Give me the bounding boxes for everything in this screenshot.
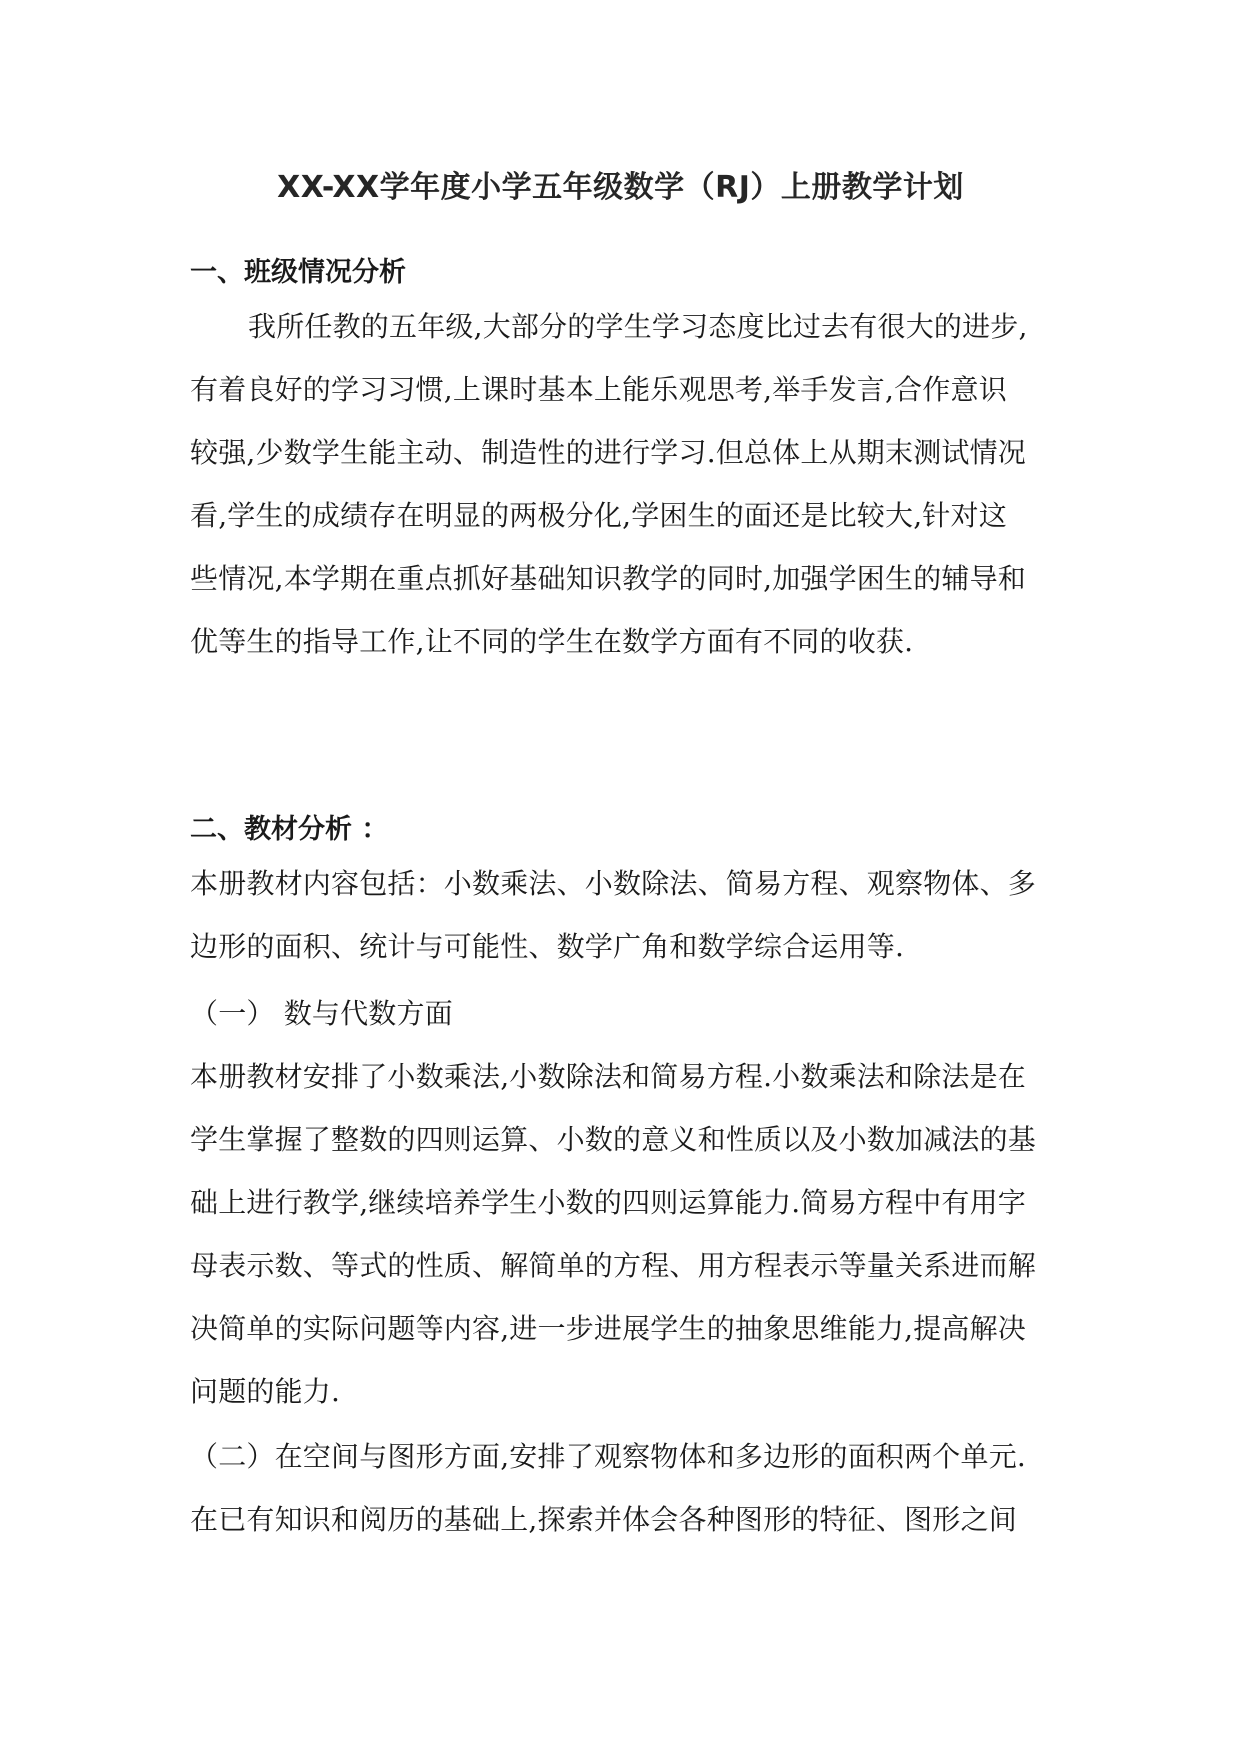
paragraph-line: 些情况,本学期在重点抓好基础知识教学的同时,加强学困生的辅导和 <box>190 562 1027 595</box>
paragraph-line: 较强,少数学生能主动、制造性的进行学习.但总体上从期末测试情况 <box>190 436 1027 469</box>
paragraph-line: 学生掌握了整数的四则运算、小数的意义和性质以及小数加减法的基 <box>190 1123 1037 1156</box>
paragraph-line: 问题的能力. <box>190 1375 341 1408</box>
paragraph-line: 边形的面积、统计与可能性、数学广角和数学综合运用等. <box>190 930 905 963</box>
subsection-number-algebra <box>190 982 1058 1423</box>
document-title: XX-XX学年度小学五年级数学（RJ）上册教学计划 <box>277 170 964 205</box>
paragraph-line: （二）在空间与图形方面,安排了观察物体和多边形的面积两个单元. <box>190 1440 1027 1473</box>
paragraph-line: 在已有知识和阅历的基础上,探索并体会各种图形的特征、图形之间 <box>190 1503 1017 1536</box>
section-heading-class-analysis: 一、班级情况分析 <box>190 257 406 288</box>
paragraph-line: 本册教材内容包括：小数乘法、小数除法、简易方程、观察物体、多 <box>190 867 1037 900</box>
class-analysis-paragraph <box>190 295 1058 673</box>
paragraph-line: 看,学生的成绩存在明显的两极分化,学困生的面还是比较大,针对这 <box>190 499 1007 532</box>
subsection-heading: （一） 数与代数方面 <box>190 997 453 1030</box>
paragraph-line: 有着良好的学习习惯,上课时基本上能乐观思考,举手发言,合作意识 <box>190 373 1007 406</box>
paragraph-line: 决简单的实际问题等内容,进一步进展学生的抽象思维能力,提高解决 <box>190 1312 1027 1345</box>
paragraph-line: 母表示数、等式的性质、解简单的方程、用方程表示等量关系进而解 <box>190 1249 1037 1282</box>
subsection-space-geometry <box>190 1425 1058 1551</box>
paragraph-line: 本册教材安排了小数乘法,小数除法和简易方程.小数乘法和除法是在 <box>190 1060 1027 1093</box>
textbook-intro-paragraph <box>190 852 1058 978</box>
paragraph-line: 础上进行教学,继续培养学生小数的四则运算能力.简易方程中有用字 <box>190 1186 1027 1219</box>
paragraph-line: 我所任教的五年级,大部分的学生学习态度比过去有很大的进步, <box>248 310 1028 343</box>
paragraph-line: 优等生的指导工作,让不同的学生在数学方面有不同的收获. <box>190 625 914 658</box>
section-heading-textbook-analysis: 二、教材分析 ： <box>190 814 389 845</box>
